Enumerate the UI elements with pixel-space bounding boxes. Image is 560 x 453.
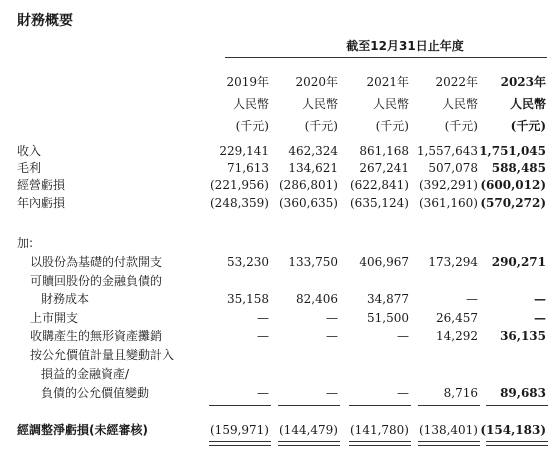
- table-cell: (570,272): [480, 196, 546, 210]
- table-cell: 1,557,643: [416, 144, 478, 158]
- header-years-3: 2022年: [435, 75, 478, 89]
- table-cell: (138,401): [419, 423, 478, 437]
- header-currency-3: 人民幣: [441, 97, 478, 111]
- subtotal-rule: [209, 405, 271, 406]
- table-cell: 462,324: [288, 144, 338, 158]
- header-currency-2: 人民幣: [372, 97, 409, 111]
- table-cell: (144,479): [279, 423, 338, 437]
- subtotal-rule: [486, 405, 548, 406]
- period-header: 截至12月31日止年度: [346, 39, 464, 53]
- header-years-4: 2023年: [500, 75, 546, 89]
- table-cell: —: [257, 329, 269, 343]
- row-label: 按公允價值計量且變動計入: [30, 348, 175, 362]
- row-label: 年內虧損: [17, 196, 66, 210]
- table-cell: (635,124): [350, 196, 409, 210]
- row-label: 損益的金融資產/: [41, 367, 130, 381]
- subtotal-rule: [418, 405, 480, 406]
- table-cell: (159,971): [210, 423, 269, 437]
- period-divider: [225, 57, 547, 58]
- table-cell: 8,716: [443, 386, 478, 400]
- table-cell: —: [326, 329, 338, 343]
- header-unit-1: (千元): [304, 119, 338, 133]
- header-unit-3: (千元): [444, 119, 478, 133]
- table-cell: 35,158: [227, 292, 269, 306]
- total-double-rule: [278, 441, 340, 446]
- table-cell: 36,135: [500, 329, 546, 343]
- table-cell: (360,635): [279, 196, 338, 210]
- table-cell: (154,183): [480, 423, 546, 437]
- table-cell: 267,241: [359, 161, 409, 175]
- header-currency-4: 人民幣: [509, 97, 546, 111]
- table-cell: —: [534, 311, 546, 325]
- table-cell: —: [326, 386, 338, 400]
- header-currency-0: 人民幣: [232, 97, 269, 111]
- table-cell: —: [534, 292, 546, 306]
- table-cell: 229,141: [219, 144, 269, 158]
- table-cell: —: [397, 329, 409, 343]
- table-cell: 53,230: [227, 255, 269, 269]
- header-years-0: 2019年: [226, 75, 269, 89]
- table-cell: —: [466, 292, 478, 306]
- table-cell: —: [257, 311, 269, 325]
- table-cell: 34,877: [367, 292, 409, 306]
- table-cell: 82,406: [296, 292, 338, 306]
- header-unit-0: (千元): [235, 119, 269, 133]
- table-cell: (221,956): [210, 178, 269, 192]
- table-cell: —: [257, 386, 269, 400]
- row-label: 經調整淨虧損(未經審核): [17, 423, 148, 437]
- row-label: 毛利: [17, 161, 42, 175]
- row-label: 收購產生的無形資產攤銷: [30, 329, 163, 343]
- row-label: 上市開支: [30, 311, 79, 325]
- row-label: 負債的公允價值變動: [41, 386, 150, 400]
- subtotal-rule: [349, 405, 411, 406]
- table-cell: (248,359): [210, 196, 269, 210]
- table-cell: 89,683: [500, 386, 546, 400]
- total-double-rule: [418, 441, 480, 446]
- row-label: 經營虧損: [17, 178, 66, 192]
- table-cell: —: [397, 386, 409, 400]
- table-cell: 1,751,045: [479, 144, 546, 158]
- table-cell: 290,271: [491, 255, 546, 269]
- header-currency-1: 人民幣: [301, 97, 338, 111]
- table-cell: (361,160): [419, 196, 478, 210]
- table-cell: 406,967: [359, 255, 409, 269]
- table-cell: 507,078: [428, 161, 478, 175]
- table-cell: (622,841): [350, 178, 409, 192]
- table-cell: 861,168: [359, 144, 409, 158]
- row-label: 收入: [17, 144, 42, 158]
- table-cell: 26,457: [436, 311, 478, 325]
- row-label: 以股份為基礎的付款開支: [30, 255, 163, 269]
- table-cell: 51,500: [367, 311, 409, 325]
- table-cell: (600,012): [480, 178, 546, 192]
- table-cell: —: [326, 311, 338, 325]
- header-years-1: 2020年: [295, 75, 338, 89]
- table-cell: 133,750: [288, 255, 338, 269]
- table-cell: (286,801): [279, 178, 338, 192]
- row-label: 加:: [17, 236, 34, 250]
- total-double-rule: [209, 441, 271, 446]
- table-cell: 134,621: [288, 161, 338, 175]
- page-title: 財務概要: [17, 13, 73, 29]
- total-double-rule: [349, 441, 411, 446]
- header-unit-2: (千元): [375, 119, 409, 133]
- header-unit-4: (千元): [510, 119, 546, 133]
- header-years-2: 2021年: [366, 75, 409, 89]
- row-label: 可贖回股份的金融負債的: [30, 274, 163, 288]
- table-cell: (141,780): [350, 423, 409, 437]
- total-double-rule: [486, 441, 548, 446]
- table-cell: 71,613: [227, 161, 269, 175]
- table-cell: 14,292: [436, 329, 478, 343]
- table-cell: 588,485: [491, 161, 546, 175]
- subtotal-rule: [278, 405, 340, 406]
- table-cell: (392,291): [419, 178, 478, 192]
- row-label: 財務成本: [41, 292, 90, 306]
- table-cell: 173,294: [428, 255, 478, 269]
